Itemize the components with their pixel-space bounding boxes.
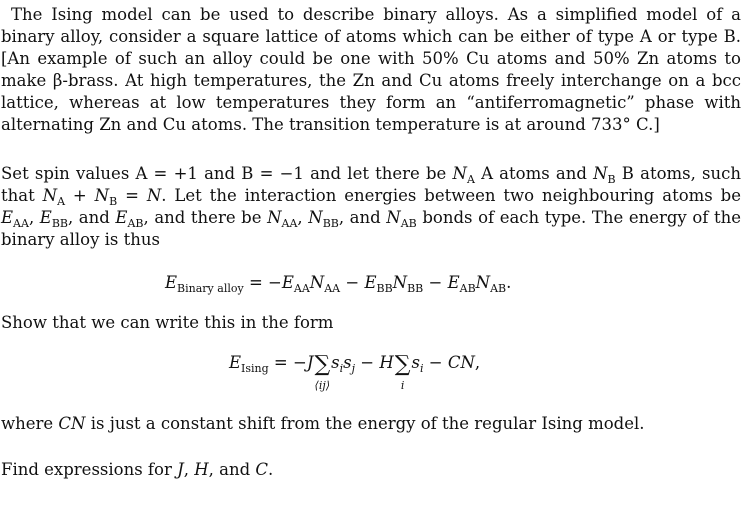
find-paragraph: Find expressions for J, H, and C.	[1, 460, 274, 479]
setup-paragraph: Set spin values A = +1 and B = −1 and let there be $N_A$ A atoms and $N_B$ B atoms, such that $N_A + N_B = N$. Let the interaction energies between two neighbouring atoms be $E_{AA}$, $E_{BB}$, and $E_{AB}$, and there be $N_{AA}$, $N_{BB}$, and $N_{AB}$ bonds of each type. The energy of the binary alloy is thus	[1, 164, 742, 249]
binary-alloy-energy-equation: $E_{Binary alloy} = -E_{AA}N_{AA} - E_{BB}N_{BB} - E_{AB}N_{AB}$.	[165, 273, 512, 295]
where-text-pre: where	[1, 414, 59, 433]
intro-text: The Ising model can be used to describe binary alloys. As a simplified model of a binary alloy, consider a square lattice of atoms which can be either of type A or type B. [An example of such an alloy could be one with 50% Cu atoms and 50% Zn atoms to make β-brass. At high temperatures, the Zn and Cu atoms freely interchange on a bcc lattice, whereas at low temperatures they form an “antiferromagnetic” phase with alternating Zn and Cu atoms. The transition temperature is at around 733° C.]	[1, 5, 741, 134]
where-cn: CN	[58, 414, 86, 433]
sum-limit-pairs: ⟨ij⟩	[314, 379, 331, 392]
sum-symbol-pairs: ∑ ⟨ij⟩	[314, 352, 331, 392]
show-paragraph	[1, 312, 741, 334]
where-text-post: is just a constant shift from the energy of the regular Ising model.	[85, 414, 645, 433]
intro-paragraph	[1, 4, 741, 136]
ising-energy-equation: $E_{Ising} = -J\sum$ ⟨ij⟩ $s_is_j - H\sum$ i $s_i$ − CN,	[229, 352, 481, 392]
sum-limit-sites: i	[400, 379, 405, 392]
show-text: Show that we can write this in the form	[1, 313, 334, 332]
sum-symbol-sites: ∑ i	[394, 352, 411, 392]
where-paragraph	[1, 413, 741, 435]
